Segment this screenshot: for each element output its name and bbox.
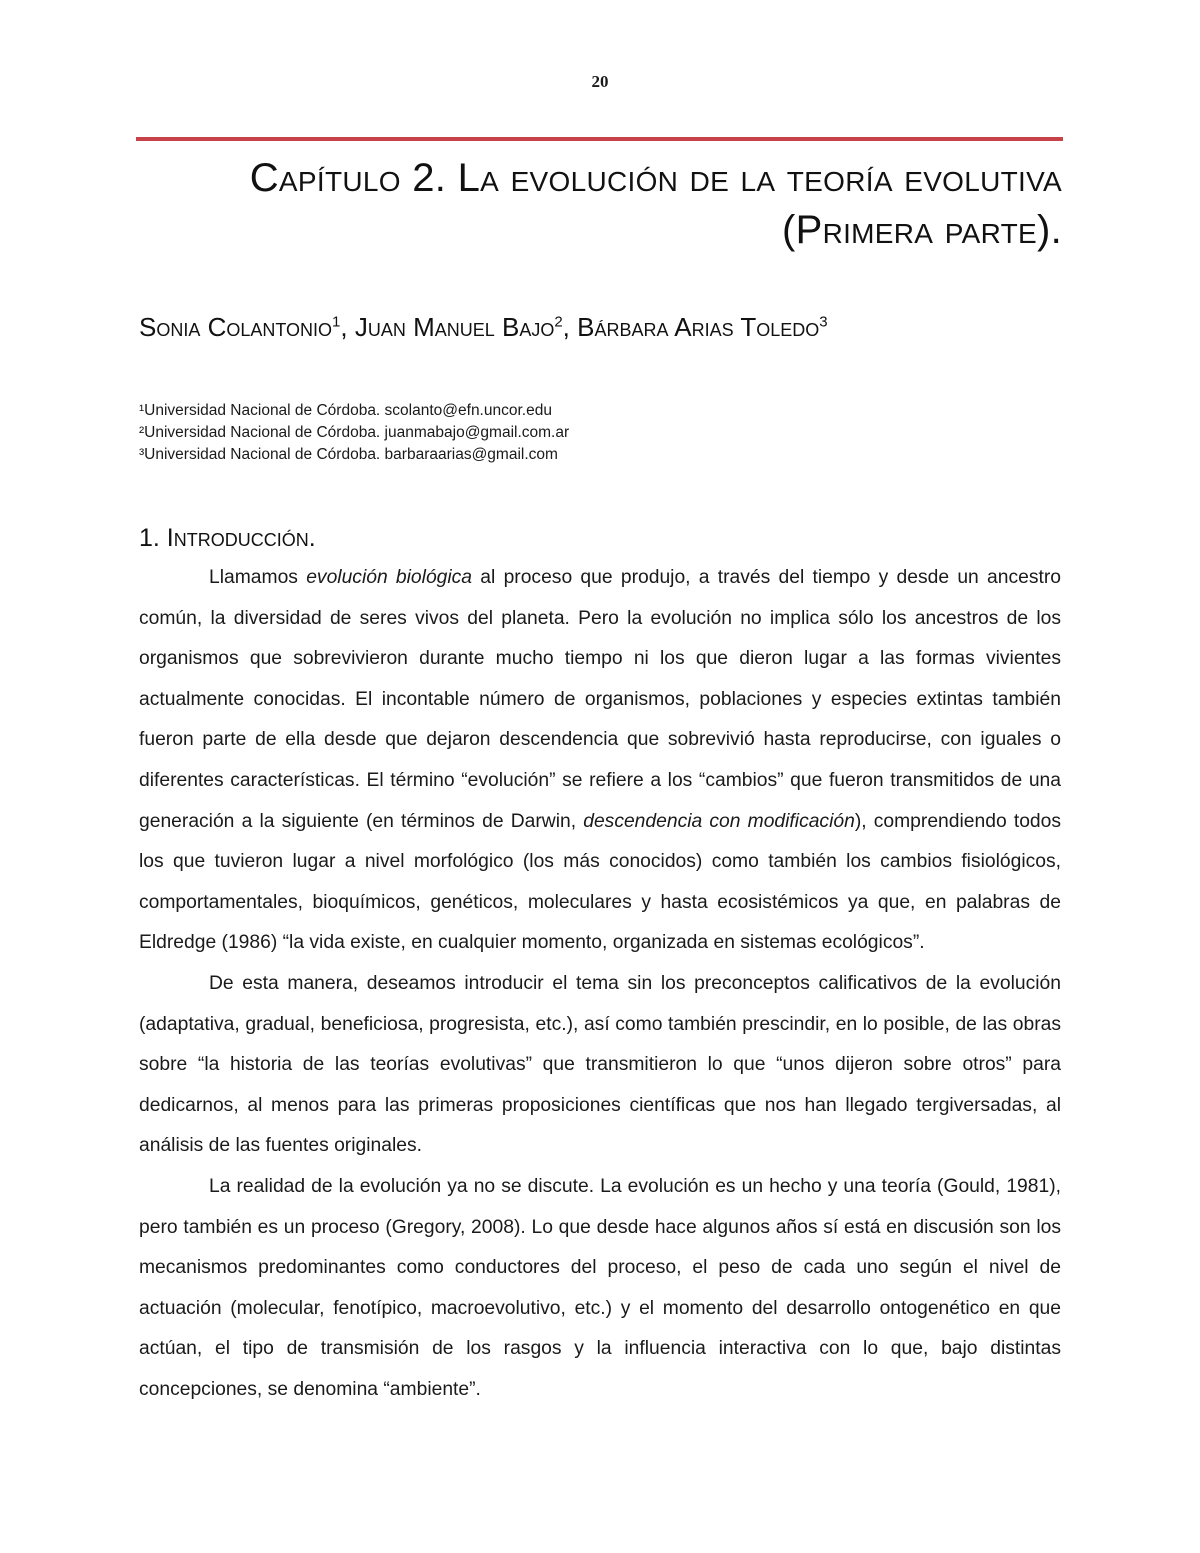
author-footnote-mark: 2: [554, 313, 563, 331]
body-text: [139, 558, 1061, 1410]
emphasized-term: evolución biológica: [306, 567, 473, 588]
chapter-title: [142, 152, 1062, 256]
chapter-title-line-2: (Primera parte).: [781, 208, 1062, 252]
author-footnote-mark: 3: [819, 313, 828, 331]
author-name: Juan Manuel Bajo: [354, 312, 555, 342]
author-separator: ,: [340, 312, 355, 342]
author-name: Bárbara Arias Toledo: [577, 312, 820, 342]
chapter-title-line-1: Capítulo 2. La evolución de la teoría evolutiva: [249, 156, 1062, 200]
page-number: 20: [591, 72, 609, 91]
chapter-divider: [136, 137, 1063, 141]
affiliation-item: ³Universidad Nacional de Córdoba. barbaraarias@gmail.com: [139, 446, 558, 463]
affiliation-list: [139, 400, 569, 466]
affiliation-item: ¹Universidad Nacional de Córdoba. scolanto@efn.uncor.edu: [139, 402, 552, 419]
paragraph-text: Llamamos: [209, 567, 307, 588]
paragraph: La realidad de la evolución ya no se discute. La evolución es un hecho y una teoría (Gould, 1981), pero también es un proceso (Gregory, 2008). Lo que desde hace algunos años sí está en discusión son los mecanismos predominantes como conductores del proceso, el peso de cada uno según el nivel de actuación (molecular, fenotípico, macroevolutivo, etc.) y el momento del desarrollo ontogenético en que actúan, el tipo de transmisión de los rasgos y la influencia interactiva con lo que, bajo distintas concepciones, se denomina “ambiente”.: [139, 1175, 1061, 1400]
paragraph: [139, 558, 1061, 964]
author-name: Sonia Colantonio: [139, 312, 333, 342]
author-separator: ,: [562, 312, 578, 342]
emphasized-term: descendencia con modificación: [583, 810, 855, 832]
paragraph: De esta manera, deseamos introducir el tema sin los preconceptos calificativos de la evolución (adaptativa, gradual, beneficiosa, progresista, etc.), así como también prescindir, en lo posible, de las obras sobre “la historia de las teorías evolutivas” que transmitieron lo que “unos dijeron sobre otros” para dedicarnos, al menos para las primeras proposiciones científicas que nos han llegado tergiversadas, al análisis de las fuentes originales.: [139, 972, 1061, 1157]
paragraph-text: ), comprendiendo todos los que tuvieron lugar a nivel morfológico (los más conocidos) como también los cambios fisiológicos, comportamentales, bioquímicos, genéticos, moleculares y hasta ecosistémicos ya que, en palabras de Eldredge (1986) “la vida existe, en cualquier momento, organizada en sistemas ecológicos”.: [139, 810, 1062, 954]
affiliation-item: ²Universidad Nacional de Córdoba. juanmabajo@gmail.com.ar: [139, 424, 570, 441]
author-footnote-mark: 1: [332, 313, 341, 331]
paragraph-text: al proceso que produjo, a través del tiempo y desde un ancestro común, la diversidad de seres vivos del planeta. Pero la evolución no implica sólo los ancestros de los organismos que sobrevivieron durante mucho tiempo ni los que dieron lugar a las formas vivientes actualmente conocidas. El incontable número de organismos, poblaciones y especies extintas también fueron parte de ella desde que dejaron descendencia que sobrevivió hasta reproducirse, con iguales o diferentes características. El término “evolución” se refiere a los “cambios” que fueron transmitidos de una generación a la siguiente (en términos de Darwin,: [139, 567, 1061, 832]
section-heading: 1. Introducción.: [139, 524, 316, 552]
author-list: [139, 312, 828, 343]
